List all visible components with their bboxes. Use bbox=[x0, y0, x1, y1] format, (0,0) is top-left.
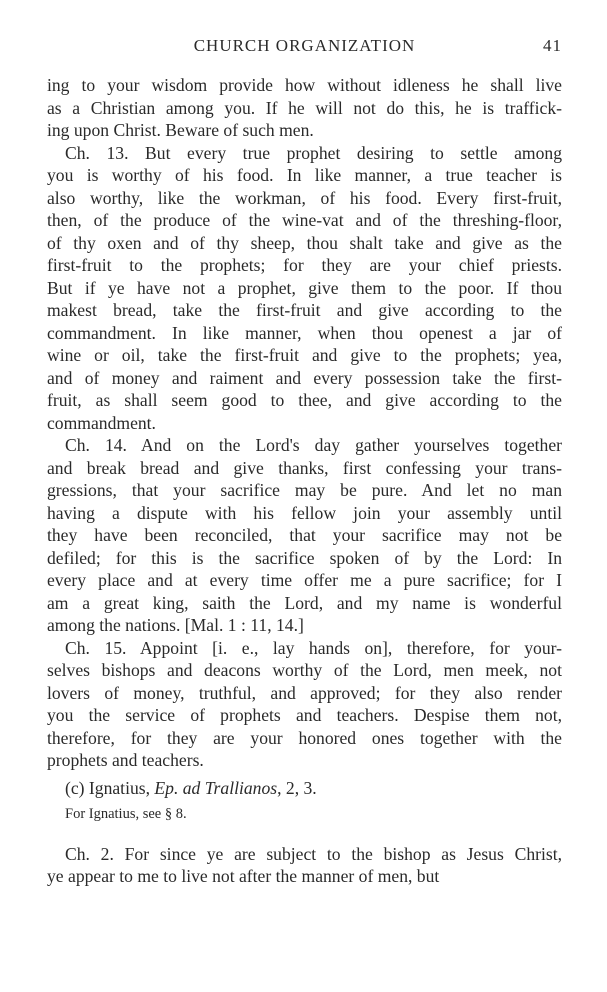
source-label: (c) Ignatius, bbox=[65, 777, 155, 798]
text-line: and of money and raiment and every possession take the first- bbox=[47, 367, 562, 388]
footnote: For Ignatius, see § 8. bbox=[65, 806, 187, 822]
text-line: Ch. 14. And on the Lord's day gather yourselves together bbox=[65, 435, 562, 455]
text-line: ing to your wisdom provide how without idleness he shall live bbox=[47, 75, 562, 95]
text-line: commandment. bbox=[47, 412, 156, 433]
paragraph bbox=[47, 843, 562, 888]
paragraph bbox=[47, 142, 562, 435]
running-title: CHURCH ORGANIZATION bbox=[193, 36, 416, 55]
text-line: ye appear to me to live not after the manner of men, but bbox=[47, 866, 440, 886]
text-line: selves bishops and deacons worthy of the Lord, men meek, not bbox=[47, 660, 562, 680]
text-line: But if ye have not a prophet, give them to the poor. If thou bbox=[47, 277, 562, 298]
page-number: 41 bbox=[543, 36, 562, 55]
source-citation bbox=[47, 777, 562, 800]
text-line: defiled; for this is the sacrifice spoken of by the Lord: In bbox=[47, 547, 562, 568]
text-line: every place and at every time offer me a pure sacrifice; for I bbox=[47, 570, 562, 590]
text-line: Ch. 13. But every true prophet desiring to settle among bbox=[65, 142, 562, 163]
text-line: commandment. In like manner, when thou openest a jar of bbox=[47, 322, 562, 343]
text-line: you is worthy of his food. In like manner, a true teacher is bbox=[47, 165, 562, 185]
text-line: and break bread and give thanks, first confessing your trans- bbox=[47, 457, 562, 478]
text-line: Ch. 15. Appoint [i. e., lay hands on], therefore, for your- bbox=[65, 637, 562, 658]
text-line: first-fruit to the prophets; for they are your chief priests. bbox=[47, 255, 562, 275]
text-line: having a dispute with his fellow join your assembly until bbox=[47, 502, 562, 523]
paragraph bbox=[47, 74, 562, 142]
final-paragraph bbox=[47, 843, 562, 888]
text-line: lovers of money, truthful, and approved; for they also render bbox=[47, 682, 562, 703]
text-line: they have been reconciled, that your sacrifice may not be bbox=[47, 525, 562, 545]
text-line: prophets and teachers. bbox=[47, 750, 204, 770]
paragraph bbox=[47, 434, 562, 637]
text-line: also worthy, like the workman, of his food. Every first-fruit, bbox=[47, 187, 562, 208]
text-line: of thy oxen and of thy sheep, thou shalt take and give as the bbox=[47, 232, 562, 253]
text-line: wine or oil, take the first-fruit and give to the prophets; yea, bbox=[47, 345, 562, 365]
text-line: ing upon Christ. Beware of such men. bbox=[47, 120, 314, 140]
text-line: therefore, for they are your honored ones together with the bbox=[47, 727, 562, 748]
source-work-title: Ep. ad Trallianos bbox=[154, 777, 278, 798]
page-body bbox=[47, 74, 562, 888]
text-line: makest bread, take the first-fruit and give according to the bbox=[47, 300, 562, 320]
text-line: Ch. 2. For since ye are subject to the bishop as Jesus Christ, bbox=[65, 843, 562, 864]
text-line: then, of the produce of the wine-vat and of the threshing-floor, bbox=[47, 210, 562, 230]
text-line: fruit, as shall seem good to thee, and give according to the bbox=[47, 390, 562, 410]
paragraphs bbox=[47, 74, 562, 772]
text-line: gressions, that your sacrifice may be pure. And let no man bbox=[47, 480, 562, 500]
text-line: am a great king, saith the Lord, and my name is wonderful bbox=[47, 592, 562, 613]
text-line: you the service of prophets and teachers. Despise them not, bbox=[47, 705, 562, 725]
text-line: among the nations. [Mal. 1 : 11, 14.] bbox=[47, 615, 304, 635]
running-header bbox=[47, 36, 562, 60]
source-reference: , 2, 3. bbox=[277, 777, 317, 798]
text-line: as a Christian among you. If he will not do this, he is traffick- bbox=[47, 97, 562, 118]
paragraph bbox=[47, 637, 562, 772]
